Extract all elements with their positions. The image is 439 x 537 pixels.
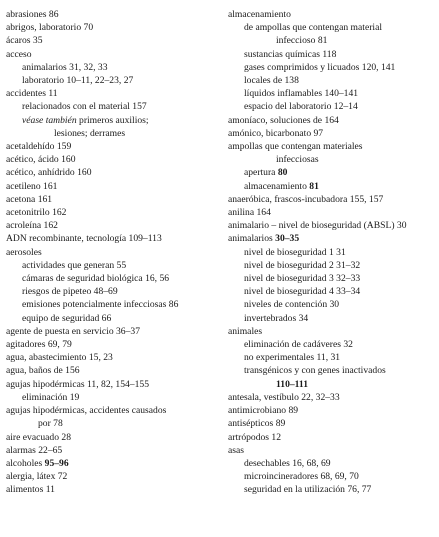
index-entry: ácaros 35 (6, 35, 43, 47)
index-entry: líquidos inflamables 140–141 (244, 88, 359, 100)
index-entry: invertebrados 34 (244, 312, 309, 324)
index-column-left (6, 8, 211, 497)
index-entry: cámaras de seguridad biológica 16, 56 (22, 273, 170, 285)
index-entry (6, 114, 211, 127)
index-entry: emisiones potencialmente infecciosas 86 (22, 299, 179, 311)
index-entry: animalario – nivel de bioseguridad (ABSL) 30 (228, 220, 407, 232)
index-entry: microincineradores 68, 69, 70 (244, 471, 359, 483)
index-entry: artrópodos 12 (228, 431, 282, 443)
index-entry: acetaldehído 159 (6, 141, 72, 153)
index-entry-part: alcoholes (6, 457, 45, 469)
index-entry: agitadores 69, 79 (6, 339, 72, 351)
index-entry-part: 110–111 (276, 378, 308, 390)
index-entry: agua, abastecimiento 15, 23 (6, 352, 113, 364)
index-entry-part: véase también (22, 114, 77, 126)
index-entry: acroleína 162 (6, 220, 58, 232)
index-entry: antisépticos 89 (228, 418, 286, 430)
index-entry: lesiones; derrames (54, 127, 126, 139)
index-entry-part: 95–96 (44, 457, 69, 469)
index-entry: accidentes 11 (6, 88, 58, 100)
index-entry: no experimentales 11, 31 (244, 352, 341, 364)
index-entry: acetonitrilo 162 (6, 207, 67, 219)
index-entry: seguridad en la utilización 76, 77 (244, 484, 372, 496)
index-entry: agujas hipodérmicas 11, 82, 154–155 (6, 378, 149, 390)
index-entry: equipo de seguridad 66 (22, 312, 112, 324)
index-entry: por 78 (38, 418, 63, 430)
index-entry: eliminación de cadáveres 32 (244, 339, 353, 351)
index-entry: infecciosas (276, 154, 319, 166)
index-entry: niveles de contención 30 (244, 299, 340, 311)
index-entry: ampollas que contengan materiales (228, 141, 363, 153)
index-entry: riesgos de pipeteo 48–69 (22, 286, 118, 298)
index-entry-part: 81 (309, 180, 319, 192)
index-entry: animalarios 31, 32, 33 (22, 61, 108, 73)
index-entry: agujas hipodérmicas, accidentes causados (6, 405, 167, 417)
index-entry: antesala, vestíbulo 22, 32–33 (228, 391, 340, 403)
index-entry: almacenamiento (228, 9, 291, 20)
index-entry: eliminación 19 (22, 391, 80, 403)
index-entry: animales (228, 325, 263, 337)
index-entry (228, 166, 436, 179)
index-entry: infeccioso 81 (276, 35, 328, 47)
index-entry: laboratorio 10–11, 22–23, 27 (22, 75, 134, 87)
index-entry: alimentos 11 (6, 484, 55, 496)
index-entry: aerosoles (6, 246, 42, 258)
index-entry: nivel de bioseguridad 3 32–33 (244, 273, 361, 285)
index-entry-part: apertura (244, 167, 278, 179)
index-entry: actividades que generan 55 (22, 259, 127, 271)
index-entry: gases comprimidos y licuados 120, 141 (244, 61, 396, 73)
index-entry: transgénicos y con genes inactivados (244, 365, 386, 377)
index-entry: abrigos, laboratorio 70 (6, 22, 94, 34)
index-entry: anaeróbica, frascos-incubadora 155, 157 (228, 193, 384, 205)
index-entry: nivel de bioseguridad 4 33–34 (244, 286, 361, 298)
index-column-right (228, 8, 436, 497)
index-entry (228, 180, 436, 193)
index-entry: de ampollas que contengan material (244, 22, 382, 34)
index-entry: amoníaco, soluciones de 164 (228, 114, 339, 126)
index-entry: nivel de bioseguridad 1 31 (244, 246, 346, 258)
index-entry: alergia, látex 72 (6, 471, 68, 483)
index-entry: acético, ácido 160 (6, 154, 76, 166)
index-entry: acetileno 161 (6, 180, 58, 192)
index-entry: ADN recombinante, tecnología 109–113 (6, 233, 162, 245)
index-entry: abrasiones 86 (6, 9, 59, 20)
index-entry: antimicrobiano 89 (228, 405, 299, 417)
index-entry: amónico, bicarbonato 97 (228, 127, 324, 139)
index-entry: desechables 16, 68, 69 (244, 457, 331, 469)
index-entry (6, 457, 211, 470)
index-entry: aire evacuado 28 (6, 431, 71, 443)
index-entry (228, 378, 436, 391)
index-entry: acetona 161 (6, 193, 53, 205)
index-entry: alarmas 22–65 (6, 444, 63, 456)
index-entry-part: almacenamiento (244, 180, 310, 192)
index-entry-part: primeros auxilios; (76, 114, 149, 126)
index-entry: agua, baños de 156 (6, 365, 80, 377)
index-entry-part: 30–35 (275, 233, 300, 245)
index-entry-part: animalarios (228, 233, 276, 245)
index-entry: nivel de bioseguridad 2 31–32 (244, 259, 361, 271)
index-entry: relacionados con el material 157 (22, 101, 147, 113)
index-entry: acético, anhídrido 160 (6, 167, 92, 179)
index-entry: acceso (6, 48, 32, 60)
index-entry-part: 80 (277, 167, 288, 179)
index-entry: anilina 164 (228, 207, 271, 219)
index-entry: sustancias químicas 118 (244, 48, 337, 60)
index-entry (228, 232, 436, 245)
index-entry: asas (228, 444, 244, 456)
index-entry: espacio del laboratorio 12–14 (244, 101, 358, 113)
index-entry: agente de puesta en servicio 36–37 (6, 325, 140, 337)
index-entry: locales de 138 (244, 75, 299, 87)
